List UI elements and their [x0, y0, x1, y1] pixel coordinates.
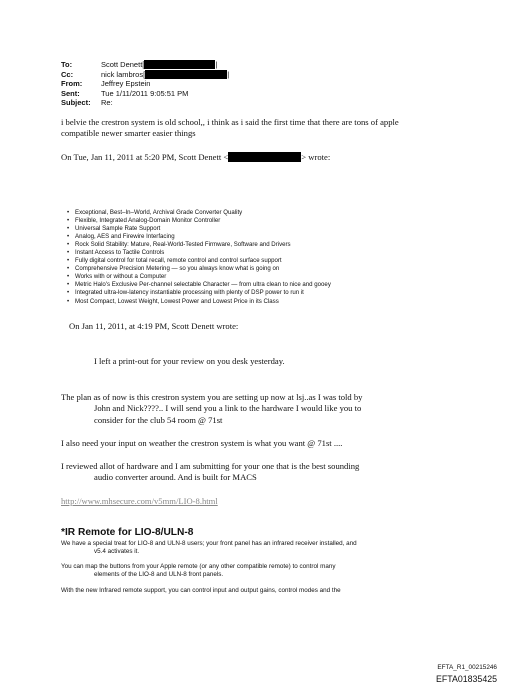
to-bracket: | — [215, 60, 218, 69]
subject-value: Re: — [101, 98, 113, 108]
cc-value — [101, 70, 229, 80]
bullet-item: • Integrated ultra-low-latency instantiable processing with plenty of DSP power to run it — [66, 289, 331, 297]
footer-code-1: EFTA_R1_00215246 — [437, 664, 497, 671]
bullet-item: • Comprehensive Precision Metering — so you always know what is going on — [66, 265, 331, 273]
subject-row — [61, 98, 229, 108]
feature-bullet-list — [66, 209, 331, 306]
ir-line: elements of the LIO-8 and ULN-8 front panels. — [94, 571, 224, 579]
quote-attribution-2: On Jan 11, 2011, at 4:19 PM, Scott Denett wrote: — [69, 321, 239, 331]
footer-code-2: EFTA01835425 — [436, 674, 497, 684]
bullet-item: • Instant Access to Tactile Controls — [66, 249, 331, 257]
cc-row — [61, 70, 229, 80]
from-row — [61, 79, 229, 89]
bullet-item: • Fully digital control for total recall, remote control and control surface support — [66, 257, 331, 265]
plan-line: consider for the club 54 room @ 71st — [94, 414, 223, 425]
email-header — [61, 60, 229, 108]
subject-label: Subject: — [61, 98, 91, 108]
ir-remote-heading: *IR Remote for LIO-8/ULN-8 — [61, 527, 194, 538]
sent-value: Tue 1/11/2011 9:05:51 PM — [101, 88, 189, 98]
sent-row — [61, 89, 229, 99]
printout-line: I left a print-out for your review on you desk yesterday. — [94, 356, 285, 366]
bullet-item: • Exceptional, Best–In–World, Archival Grade Converter Quality — [66, 209, 331, 217]
review-line: audio converter around. And is built for MACS — [94, 472, 257, 483]
redaction-bar — [144, 60, 218, 69]
ir-line: v5.4 activates it. — [94, 548, 140, 556]
reply-line: compatible newer smarter easier things — [61, 128, 196, 139]
to-value — [101, 60, 229, 70]
to-row — [61, 60, 229, 70]
ir-paragraph-2 — [61, 563, 336, 580]
plan-line: John and Nick????.. I will send you a link to the hardware I would like you to — [94, 403, 362, 414]
from-value: Jeffrey Epstein — [101, 79, 151, 89]
reply-paragraph — [61, 117, 399, 140]
ir-paragraph-3: With the new Infrared remote support, you can control input and output gains, control modes and the — [61, 587, 341, 594]
bullet-item: • Flexible, Integrated Analog-Domain Monitor Controller — [66, 217, 331, 225]
to-name: Scott Denett[ — [101, 60, 145, 69]
quote-before: On Tue, Jan 11, 2011 at 5:20 PM, Scott Denett < — [61, 152, 229, 162]
to-label: To: — [61, 60, 73, 69]
ir-line: You can map the buttons from your Apple remote (or any other compatible remote) to control many — [61, 563, 336, 570]
bullet-item: • Universal Sample Rate Support — [66, 225, 331, 233]
cc-name: nick lambros[ — [101, 69, 146, 79]
review-paragraph — [61, 461, 359, 484]
bullet-item: • Analog, AES and Firewire Interfacing — [66, 233, 331, 241]
cc-bracket: | — [227, 69, 230, 79]
quote-after: > wrote: — [301, 152, 331, 162]
sent-label: Sent: — [61, 88, 80, 98]
redaction-bar — [145, 69, 230, 79]
cc-label: Cc: — [61, 69, 74, 79]
bullet-item: • Most Compact, Lowest Weight, Lowest Power and Lowest Price in its Class — [66, 298, 331, 306]
ir-line: We have a special treat for LIO-8 and ULN-8 users; your front panel has an infrared receiver installed, and — [61, 540, 357, 547]
ir-paragraph-1 — [61, 540, 357, 557]
quote-attribution-1 — [61, 152, 330, 163]
bullet-item: • Rock Solid Stability: Mature, Real-World-Tested Firmware, Software and Drivers — [66, 241, 331, 249]
from-label: From: — [61, 79, 83, 89]
product-link[interactable]: http://www.mhsecure.com/v5mm/LIO-8.html — [61, 496, 218, 506]
input-line: I also need your input on weather the crestron system is what you want @ 71st .... — [61, 438, 343, 448]
plan-paragraph — [61, 392, 362, 426]
review-line: I reviewed allot of hardware and I am submitting for your one that is the best sounding — [61, 461, 360, 471]
reply-line: i belvie the crestron system is old school,, i think as i said the first time that there are tons of apple — [61, 117, 399, 127]
product-link-line — [61, 496, 218, 507]
plan-line: The plan as of now is this crestron system you are setting up now at lsj..as I was told by — [61, 392, 363, 402]
bullet-item: • Metric Halo's Exclusive Per-channel selectable Character — from ultra clean to nice and gooey — [66, 281, 331, 289]
redaction-bar — [228, 152, 301, 162]
bullet-item: • Works with or without a Computer — [66, 273, 331, 281]
